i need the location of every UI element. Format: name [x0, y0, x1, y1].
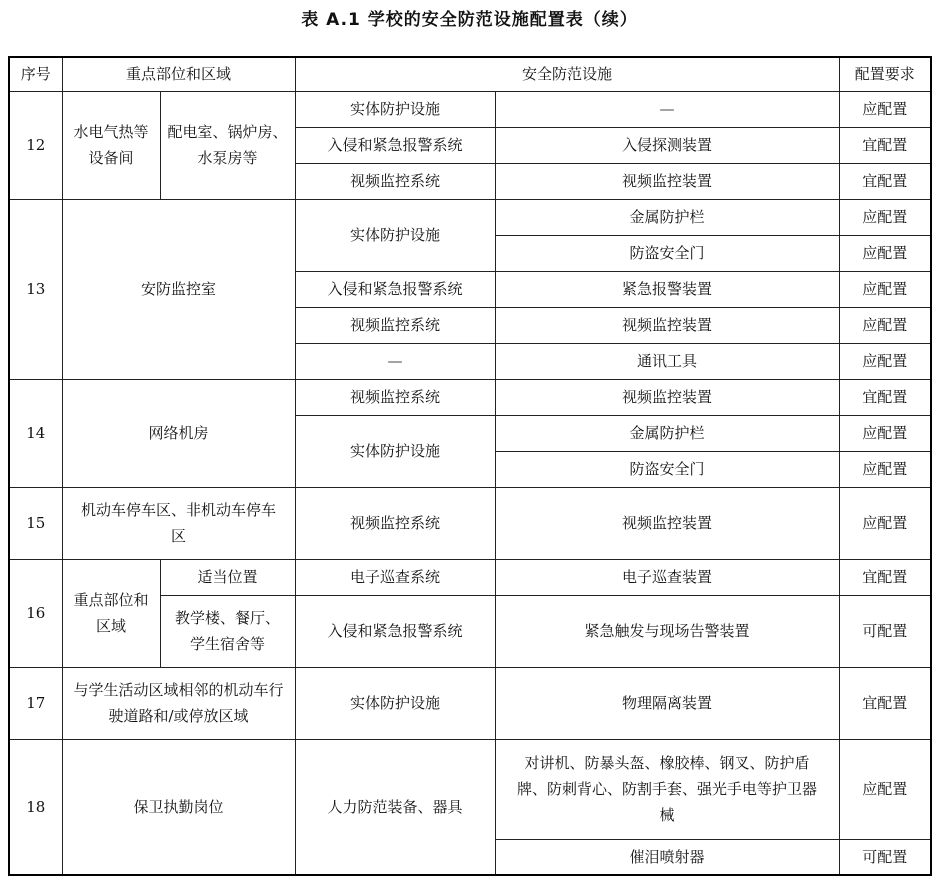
device-cell: 物理隔离装置 — [495, 667, 839, 739]
requirement-cell: 宜配置 — [839, 559, 931, 595]
requirement-cell: 应配置 — [839, 199, 931, 235]
device-cell: 金属防护栏 — [495, 199, 839, 235]
row-number: 13 — [9, 199, 62, 379]
system-cell: 入侵和紧急报警系统 — [295, 595, 495, 667]
device-cell: 对讲机、防暴头盔、橡胶棒、钢叉、防护盾牌、防刺背心、防割手套、强光手电等护卫器械 — [495, 739, 839, 839]
area-cell: 安防监控室 — [62, 199, 295, 379]
area-category: 水电气热等设备间 — [62, 91, 160, 199]
system-cell: 入侵和紧急报警系统 — [295, 271, 495, 307]
requirement-cell: 应配置 — [839, 271, 931, 307]
requirement-cell: 应配置 — [839, 307, 931, 343]
device-cell: 视频监控装置 — [495, 487, 839, 559]
requirement-cell: 应配置 — [839, 415, 931, 451]
requirement-cell: 应配置 — [839, 487, 931, 559]
system-cell: 实体防护设施 — [295, 667, 495, 739]
area-detail: 教学楼、餐厅、学生宿舍等 — [160, 595, 295, 667]
requirement-cell: 应配置 — [839, 343, 931, 379]
area-category: 重点部位和区域 — [62, 559, 160, 667]
system-cell: — — [295, 343, 495, 379]
requirement-cell: 应配置 — [839, 91, 931, 127]
table-title: 表 A.1 学校的安全防范设施配置表（续） — [301, 10, 638, 30]
row-number: 18 — [9, 739, 62, 875]
table-row — [9, 667, 931, 739]
system-cell: 入侵和紧急报警系统 — [295, 127, 495, 163]
system-cell: 视频监控系统 — [295, 163, 495, 199]
device-cell: 通讯工具 — [495, 343, 839, 379]
system-cell: 实体防护设施 — [295, 415, 495, 487]
system-cell: 视频监控系统 — [295, 487, 495, 559]
table-row — [9, 739, 931, 839]
requirement-cell: 宜配置 — [839, 163, 931, 199]
table-row — [9, 487, 931, 559]
device-cell: 视频监控装置 — [495, 163, 839, 199]
table-row — [9, 199, 931, 235]
requirement-cell: 宜配置 — [839, 379, 931, 415]
requirement-cell: 可配置 — [839, 839, 931, 875]
device-cell: — — [495, 91, 839, 127]
system-cell: 视频监控系统 — [295, 307, 495, 343]
system-cell: 视频监控系统 — [295, 379, 495, 415]
device-cell: 视频监控装置 — [495, 379, 839, 415]
requirement-cell: 应配置 — [839, 451, 931, 487]
device-cell: 金属防护栏 — [495, 415, 839, 451]
area-cell: 网络机房 — [62, 379, 295, 487]
security-facility-table — [8, 56, 932, 876]
requirement-cell: 宜配置 — [839, 127, 931, 163]
system-cell: 人力防范装备、器具 — [295, 739, 495, 875]
row-number: 15 — [9, 487, 62, 559]
device-cell: 电子巡查装置 — [495, 559, 839, 595]
header-facility: 安全防范设施 — [295, 57, 839, 91]
device-cell: 防盗安全门 — [495, 235, 839, 271]
table-row — [9, 559, 931, 595]
area-detail: 配电室、锅炉房、水泵房等 — [160, 91, 295, 199]
row-number: 12 — [9, 91, 62, 199]
device-cell: 防盗安全门 — [495, 451, 839, 487]
device-cell: 紧急报警装置 — [495, 271, 839, 307]
row-number: 16 — [9, 559, 62, 667]
area-cell: 保卫执勤岗位 — [62, 739, 295, 875]
table-row — [9, 379, 931, 415]
system-cell: 电子巡查系统 — [295, 559, 495, 595]
requirement-cell: 应配置 — [839, 739, 931, 839]
device-cell: 催泪喷射器 — [495, 839, 839, 875]
header-row — [9, 57, 931, 91]
header-requirement: 配置要求 — [839, 57, 931, 91]
system-cell: 实体防护设施 — [295, 91, 495, 127]
table-row — [9, 91, 931, 127]
device-cell: 视频监控装置 — [495, 307, 839, 343]
area-detail: 适当位置 — [160, 559, 295, 595]
requirement-cell: 可配置 — [839, 595, 931, 667]
system-cell: 实体防护设施 — [295, 199, 495, 271]
area-cell: 与学生活动区域相邻的机动车行驶道路和/或停放区域 — [62, 667, 295, 739]
row-number: 17 — [9, 667, 62, 739]
device-cell: 入侵探测装置 — [495, 127, 839, 163]
header-no: 序号 — [9, 57, 62, 91]
device-cell: 紧急触发与现场告警装置 — [495, 595, 839, 667]
row-number: 14 — [9, 379, 62, 487]
requirement-cell: 宜配置 — [839, 667, 931, 739]
area-cell: 机动车停车区、非机动车停车区 — [62, 487, 295, 559]
requirement-cell: 应配置 — [839, 235, 931, 271]
header-area: 重点部位和区域 — [62, 57, 295, 91]
